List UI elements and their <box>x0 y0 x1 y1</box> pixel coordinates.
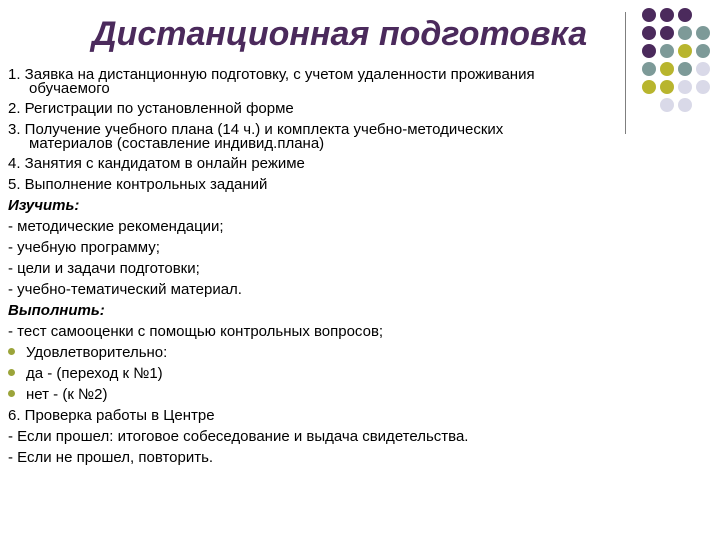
bullet-item-label: да - (переход к №1) <box>26 365 163 382</box>
decor-dot <box>696 80 710 94</box>
list-item-1-continuation: обучаемого <box>29 80 110 97</box>
bullet-dot-icon <box>8 390 15 397</box>
decor-dot <box>678 44 692 58</box>
bullet-item <box>8 342 648 363</box>
slide-body <box>8 64 648 468</box>
decor-dot <box>642 44 656 58</box>
bullet-dot-icon <box>8 348 15 355</box>
slide-title: Дистанционная подготовка <box>92 15 588 53</box>
decor-dot <box>642 8 656 22</box>
decor-dot <box>660 62 674 76</box>
list-item-3-continuation: материалов (составление индивид.плана) <box>29 135 325 152</box>
decor-dot <box>678 62 692 76</box>
bullet-item <box>8 363 648 384</box>
passed-item: - Если прошел: итоговое собеседование и выдача свидетельства. <box>8 428 469 445</box>
list-item-4: 4. Занятия с кандидатом в онлайн режиме <box>8 155 305 172</box>
decor-dot <box>660 8 674 22</box>
bullet-item <box>8 384 648 405</box>
bullet-item-label: Удовлетворительно: <box>26 344 168 361</box>
not-passed-item: - Если не прошел, повторить. <box>8 449 214 466</box>
list-item-5: 5. Выполнение контрольных заданий <box>8 176 268 193</box>
list-item-2: 2. Регистрации по установленной форме <box>8 100 294 117</box>
decor-dot <box>678 80 692 94</box>
study-item: - методические рекомендации; <box>8 218 224 235</box>
bullet-item-label: нет - (к №2) <box>26 386 108 403</box>
decor-dot <box>660 26 674 40</box>
do-heading: Выполнить: <box>8 302 105 319</box>
study-item: - учебную программу; <box>8 239 160 256</box>
bullet-dot-icon <box>8 369 15 376</box>
decor-dot <box>678 26 692 40</box>
decor-dot <box>642 26 656 40</box>
decor-dot <box>678 98 692 112</box>
study-item: - цели и задачи подготовки; <box>8 260 200 277</box>
decor-dot <box>696 26 710 40</box>
list-item-6: 6. Проверка работы в Центре <box>8 407 215 424</box>
study-heading: Изучить: <box>8 197 80 214</box>
decor-dot <box>660 44 674 58</box>
do-test-item: - тест самооценки с помощью контрольных вопросов; <box>8 323 384 340</box>
list-item-3: 3. Получение учебного плана (14 ч.) и комплекта учебно-методических <box>8 121 504 138</box>
list-item-1: 1. Заявка на дистанционную подготовку, с учетом удаленности проживания <box>8 66 535 83</box>
decor-dot <box>696 62 710 76</box>
decor-dot <box>660 80 674 94</box>
study-item: - учебно-тематический материал. <box>8 281 242 298</box>
decor-dot <box>660 98 674 112</box>
decor-dot <box>678 8 692 22</box>
decor-dot <box>696 44 710 58</box>
